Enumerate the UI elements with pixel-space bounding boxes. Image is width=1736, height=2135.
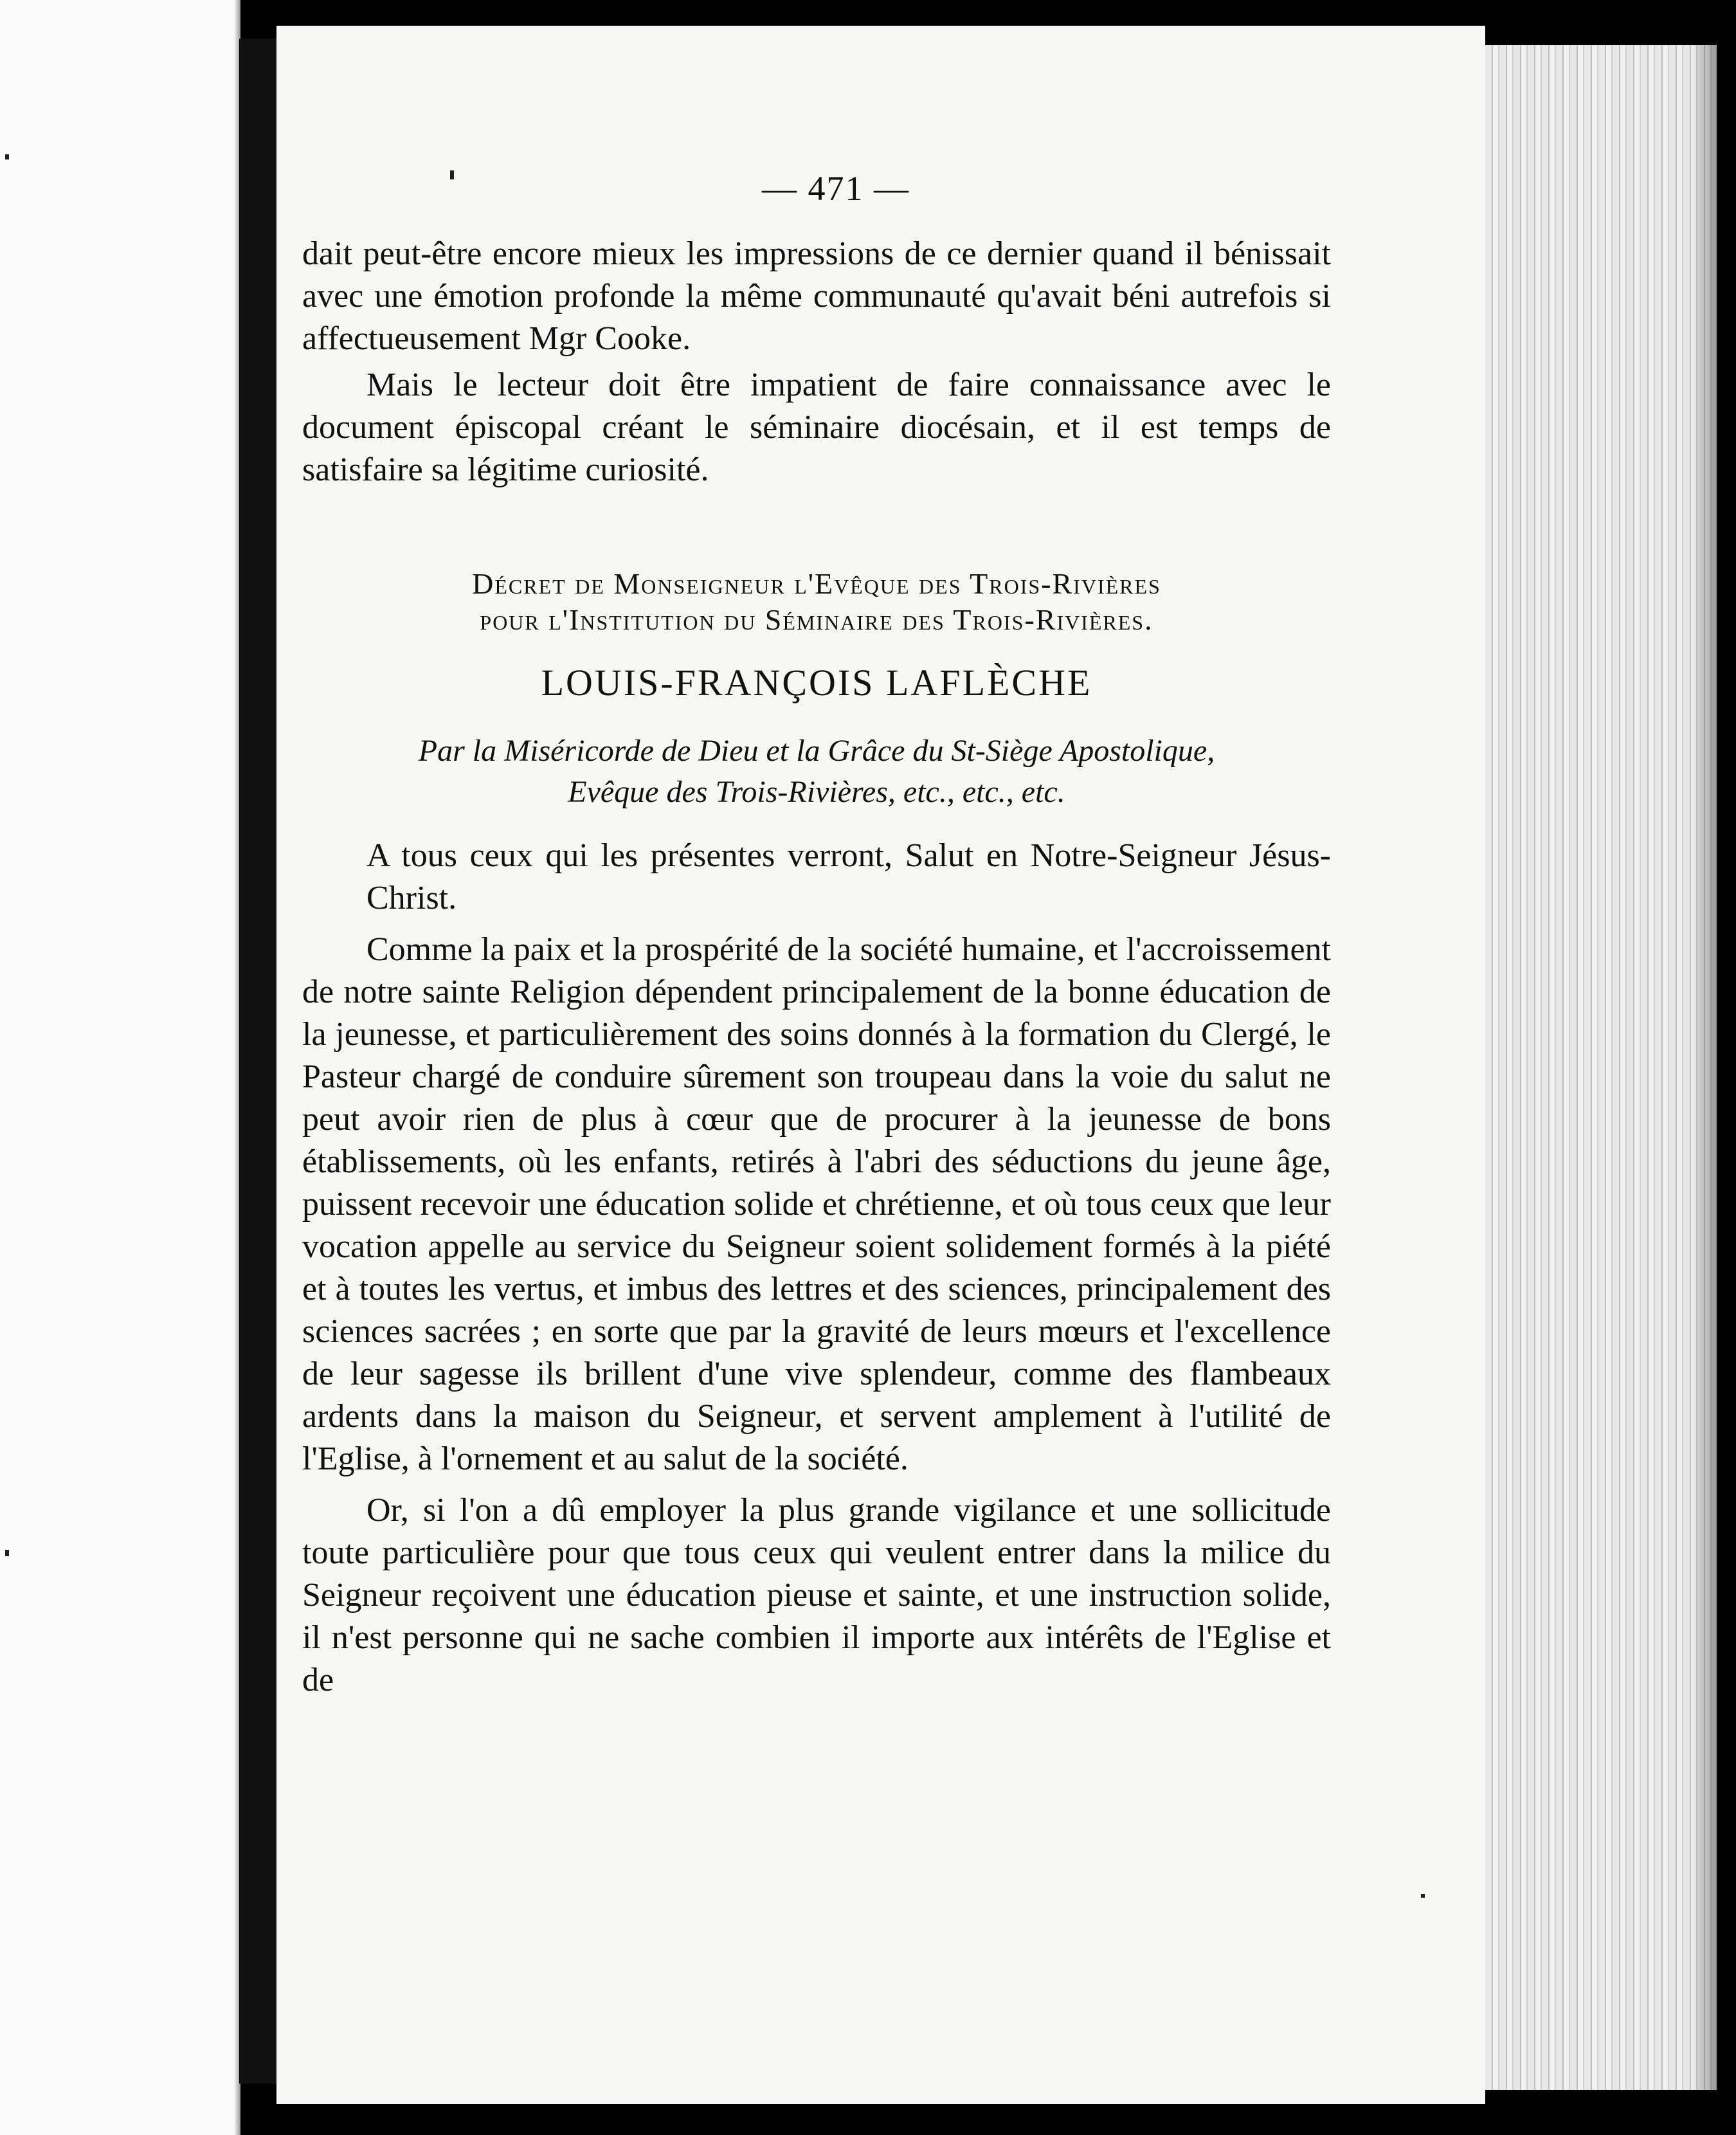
decree-heading (302, 566, 1331, 638)
decree-heading-line-1: Décret de Monseigneur l'Evêque des Trois-Rivières (472, 567, 1161, 600)
page-edges (1485, 45, 1717, 2090)
body-paragraph: Comme la paix et la prospérité de la société humaine, et l'accroissement de notre sainte Religion dépendent principalement de la bonne éducation de la jeunesse, et particulièrement des soins donnés à la formation du Clergé, le Pasteur chargé de conduire sûrement son troupeau dans la voie du salut ne peut avoir rien de plus à cœur que de procurer à la jeunesse de bons établissements, où les enfants, retirés à l'abri des séductions du jeune âge, puissent recevoir une éducation solide et chrétienne, et où tous ceux que leur vocation appelle au service du Seigneur soient solidement formés à la piété et à toutes les vertus, et imbus des lettres et des sciences, principalement des sciences sacrées ; en sorte que par la gravité de leurs mœurs et l'excellence de leur sagesse ils brillent d'une vive splendeur, comme des flambeaux ardents dans la maison du Seigneur, et servent amplement à l'utilité de l'Eglise, à l'ornement et au salut de la société. (302, 931, 1331, 1477)
bishop-title (302, 731, 1331, 813)
left-facing-page (0, 0, 239, 2135)
page-number: — 471 — (762, 169, 910, 208)
salutation-paragraph: A tous ceux qui les présentes verront, Salut en Notre-Seigneur Jésus-Christ. (366, 837, 1331, 916)
decree-body (302, 835, 1331, 1702)
page-speck (1421, 1894, 1425, 1898)
bishop-name: LOUIS-FRANÇOIS LAFLÈCHE (541, 662, 1092, 704)
bishop-title-line-1: Par la Miséricorde de Dieu et la Grâce du St-Siège Apostolique, (418, 734, 1215, 768)
paragraph-continuation: dait peut-être encore mieux les impressions de ce dernier quand il bénissait avec une émotion profonde la même communauté qu'avait béni autrefois si affectueusement Mgr Cooke. (302, 235, 1331, 357)
decree-heading-line-2: pour l'Institution du Séminaire des Trois-Rivières. (480, 603, 1153, 636)
body-paragraph: Or, si l'on a dû employer la plus grande vigilance et une sollicitude toute particulière pour que tous ceux qui veulent entrer dans la milice du Seigneur reçoivent une éducation pieuse et sainte, et une instruction solide, il n'est personne qui ne sache combien il importe aux intérêts de l'Eglise et de (302, 1492, 1331, 1698)
bishop-title-line-2: Evêque des Trois-Rivières, etc., etc., etc. (568, 775, 1065, 809)
left-page-speck (5, 154, 9, 159)
paragraph-reader: Mais le lecteur doit être impatient de faire connaissance avec le document épiscopal créant le séminaire diocésain, et il est temps de satisfaire sa légitime curiosité. (302, 367, 1331, 488)
continued-text (302, 233, 1331, 491)
left-page-speck (5, 1550, 9, 1556)
book-gutter (239, 39, 276, 2084)
